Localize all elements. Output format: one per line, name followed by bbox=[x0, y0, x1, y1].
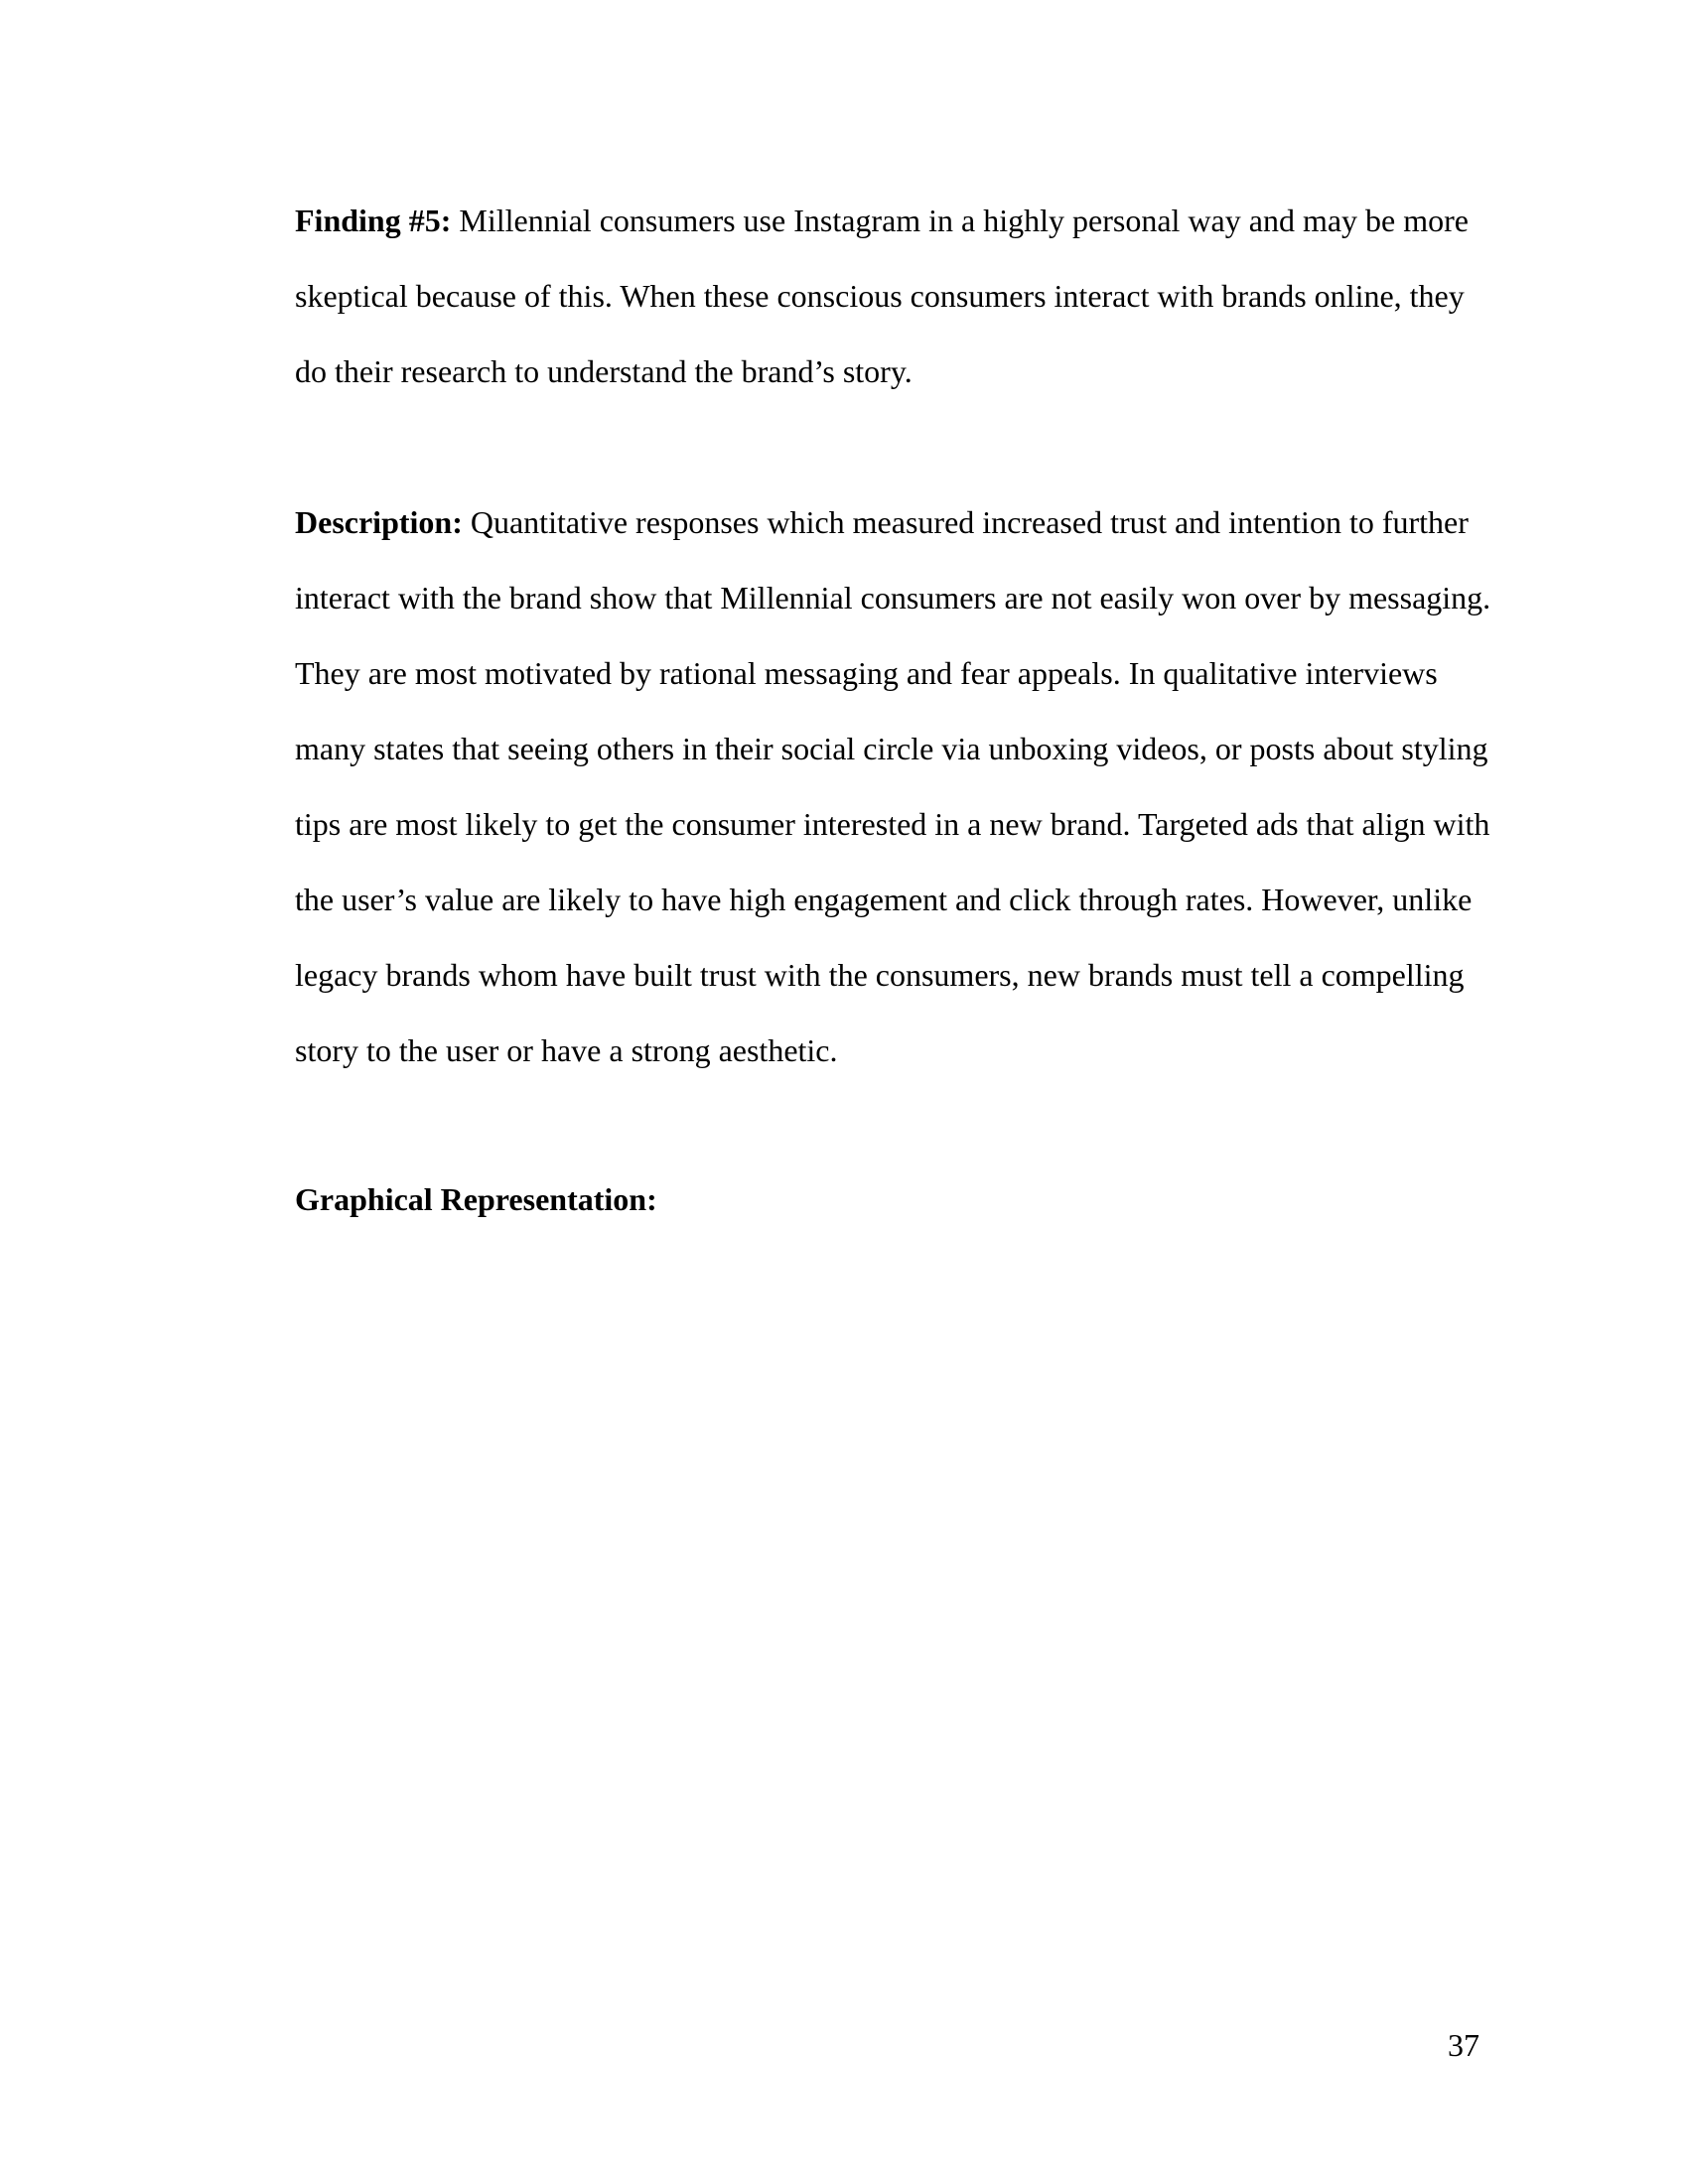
graphical-label: Graphical Representation: bbox=[295, 1181, 657, 1217]
description-paragraph bbox=[295, 484, 1496, 1088]
finding-label: Finding #5: bbox=[295, 203, 452, 238]
description-text: Quantitative responses which measured increased trust and intention to further interact with the brand show that Millennial consumers are not easily won over by messaging. They are most motivated by rational messaging and fear appeals. In qualitative interviews many states that seeing others in their social circle via unboxing videos, or posts about styling tips are most likely to get the consumer interested in a new brand. Targeted ads that align with the user’s value are likely to have high engagement and click through rates. However, unlike legacy brands whom have built trust with the consumers, new brands must tell a compelling story to the user or have a strong aesthetic. bbox=[295, 504, 1491, 1068]
description-label: Description: bbox=[295, 504, 463, 540]
finding-paragraph bbox=[295, 183, 1496, 409]
graphical-representation-heading bbox=[295, 1161, 1496, 1237]
page-number: 37 bbox=[1448, 2027, 1479, 2063]
finding-text: Millennial consumers use Instagram in a highly personal way and may be more skeptical because of this. When these conscious consumers interact with brands online, they do their research to understand the brand’s story. bbox=[295, 203, 1469, 389]
